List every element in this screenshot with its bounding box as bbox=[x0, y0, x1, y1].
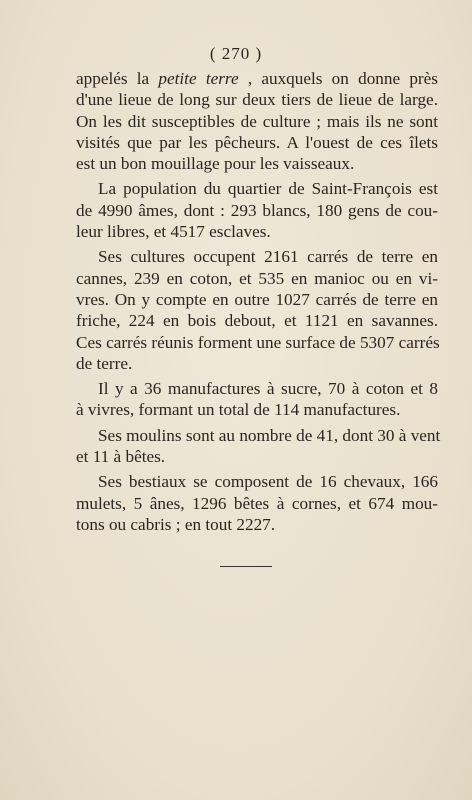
paragraph-6 bbox=[76, 471, 438, 535]
italic-term: petite terre bbox=[158, 69, 239, 88]
text-line: vres. On y compte en outre 1027 carrés de terre en bbox=[76, 289, 438, 309]
text-line: et 11 à bêtes. bbox=[76, 447, 166, 467]
text-line: Ses cultures occupent 2161 carrés de terre en bbox=[98, 247, 438, 267]
text-line: Ses bestiaux se composent de 16 chevaux, 166 bbox=[98, 472, 438, 492]
paragraph-3 bbox=[76, 246, 438, 374]
paragraph-4 bbox=[76, 378, 438, 421]
text-line bbox=[76, 68, 438, 89]
text-line: Ses moulins sont au nombre de 41, dont 30 à vent bbox=[98, 425, 441, 445]
section-divider-rule bbox=[220, 566, 272, 567]
text-line: mulets, 5 ânes, 1296 bêtes à cornes, et 674 mou- bbox=[76, 493, 438, 513]
text-line: leur libres, et 4517 esclaves. bbox=[76, 222, 271, 242]
text-line: visités que par les pêcheurs. A l'ouest de ces îlets bbox=[76, 132, 438, 152]
text-line: tons ou cabris ; en tout 2227. bbox=[76, 514, 276, 534]
text-line: La population du quartier de Saint-François est bbox=[98, 179, 438, 199]
text-line: de 4990 âmes, dont : 293 blancs, 180 gens de cou- bbox=[76, 200, 438, 220]
paragraph-1 bbox=[76, 68, 438, 174]
text-line: cannes, 239 en coton, et 535 en manioc ou en vi- bbox=[76, 268, 438, 288]
text-line: On les dit susceptibles de culture ; mais ils ne sont bbox=[76, 111, 438, 131]
text-line: de terre. bbox=[76, 353, 133, 373]
text-line: Il y a 36 manufactures à sucre, 70 à coton et 8 bbox=[98, 379, 438, 399]
text-line: friche, 224 en bois debout, et 1121 en savannes. bbox=[76, 311, 438, 331]
text-line: est un bon mouillage pour les vaisseaux. bbox=[76, 154, 355, 174]
paragraph-2 bbox=[76, 178, 438, 242]
page-number: ( 270 ) bbox=[209, 44, 263, 63]
paragraph-5 bbox=[76, 425, 441, 468]
text-line: d'une lieue de long sur deux tiers de lieue de large. bbox=[76, 90, 438, 110]
text-run: appelés la bbox=[76, 69, 159, 88]
text-line: Ces carrés réunis forment une surface de 5307 carrés bbox=[76, 332, 440, 352]
text-run: , auxquels on donne près bbox=[238, 69, 438, 88]
text-line: à vivres, formant un total de 114 manufactures. bbox=[76, 400, 401, 420]
body-text bbox=[76, 68, 441, 539]
